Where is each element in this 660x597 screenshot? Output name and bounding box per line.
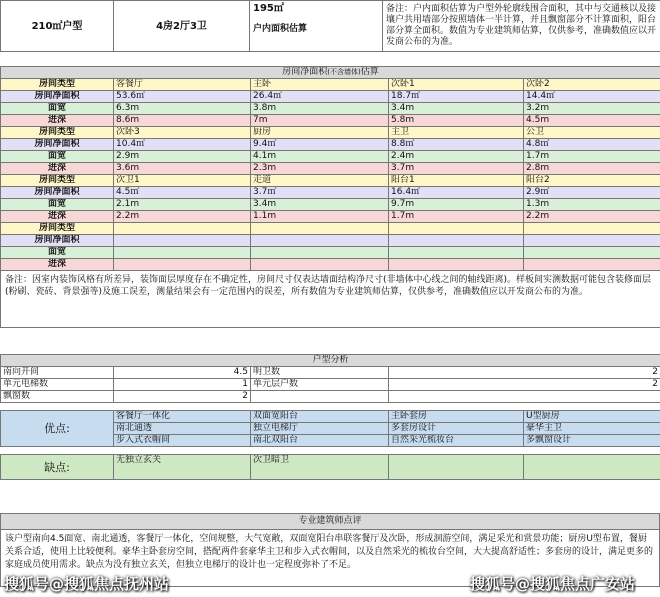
room-area-cell: 14.4㎡: [524, 91, 660, 103]
room-area-cell: 9.4㎡: [251, 139, 389, 151]
room-width-cell: 2.1m: [114, 199, 251, 211]
pros-item: U型厨房: [524, 411, 660, 423]
room-area-cell: 8.8㎡: [389, 139, 524, 151]
cons-row: [1, 455, 660, 480]
analysis-right-label: 单元层户数: [251, 379, 389, 391]
room-area-cell: 16.4㎡: [389, 187, 524, 199]
room-depth-cell: 1.1m: [251, 211, 389, 223]
room-depth-row: [1, 259, 660, 271]
analysis-right-value: 2: [389, 367, 660, 379]
cons-item: 次卫暗卫: [251, 455, 389, 480]
room-area-row: [1, 235, 660, 247]
pros-item: 双面宽阳台: [251, 411, 389, 423]
room-width-label: 面宽: [1, 103, 114, 115]
room-width-cell: 3.4m: [389, 103, 524, 115]
room-depth-cell: 2.2m: [114, 211, 251, 223]
room-area-cell: 10.4㎡: [114, 139, 251, 151]
room-type-row: [1, 79, 660, 91]
room-depth-cell: 2.8m: [524, 163, 660, 175]
room-type-cell: [114, 223, 251, 235]
pros-item: 豪华主卫: [524, 423, 660, 435]
pros-item: 步入式衣帽间: [114, 435, 251, 447]
rooms-title-main: 房间净面积: [282, 67, 328, 77]
room-width-cell: 1.7m: [524, 151, 660, 163]
rooms-note: 备注：因室内装饰风格有所差异，装饰面层厚度存在不确定性，房间尺寸仅表达墙面结构净尺寸(非墙体中心线之间的轴线距离)。样板间实测数据可能包含装修面层(粉刷、瓷砖、背景强等)及施工误差，测量结果会有一定范围内的误差，所有数值为专业建筑师估算，仅供参考，准确数值应以开发商公布的为准。: [1, 271, 660, 328]
room-depth-cell: [251, 259, 389, 271]
room-width-cell: [114, 247, 251, 259]
room-width-row: [1, 247, 660, 259]
room-depth-cell: 3.6m: [114, 163, 251, 175]
room-type-row: [1, 127, 660, 139]
analysis-spacer: [1, 403, 660, 411]
room-depth-cell: 3.7m: [389, 163, 524, 175]
analysis-right-value: [389, 391, 660, 403]
room-type-cell: 主卫: [389, 127, 524, 139]
room-type-label: 房间类型: [1, 127, 114, 139]
analysis-table: [0, 354, 660, 480]
room-type-row: [1, 223, 660, 235]
area-note: 备注：户内面积估算为户型外轮廓线围合面积，其中与交通核以及接壤户共用墙部分按照墙体一半计算，并且飘窗部分不计算面积，阳台部分算全面积。数值为专业建筑师估算，仅供参考，准确数值应以开发商公布的为准。: [383, 1, 660, 52]
room-width-cell: 1.3m: [524, 199, 660, 211]
room-depth-cell: 4.5m: [524, 115, 660, 127]
analysis-right-label: [251, 391, 389, 403]
room-width-cell: 6.3m: [114, 103, 251, 115]
room-depth-cell: 8.6m: [114, 115, 251, 127]
room-width-row: [1, 103, 660, 115]
pros-item: 自然采光梳妆台: [389, 435, 524, 447]
room-depth-cell: 7m: [251, 115, 389, 127]
room-depth-cell: 2.2m: [524, 211, 660, 223]
room-type-cell: 客餐厅: [114, 79, 251, 91]
room-width-label: 面宽: [1, 247, 114, 259]
pros-item: 独立电梯厅: [251, 423, 389, 435]
cons-item: 无独立玄关: [114, 455, 251, 480]
analysis-spacer: [1, 447, 660, 455]
room-type-cell: 次卫1: [114, 175, 251, 187]
room-depth-cell: 5.8m: [389, 115, 524, 127]
analysis-row: [1, 379, 660, 391]
analysis-left-value: 1: [114, 379, 251, 391]
room-area-cell: [251, 235, 389, 247]
room-width-cell: 2.4m: [389, 151, 524, 163]
pros-item: 南北通透: [114, 423, 251, 435]
room-depth-cell: 2.3m: [251, 163, 389, 175]
room-width-cell: 3.4m: [251, 199, 389, 211]
room-type-label: 房间类型: [1, 175, 114, 187]
rooms-table: [0, 66, 660, 328]
room-depth-label: 进深: [1, 115, 114, 127]
analysis-spacer-cell: [1, 447, 660, 455]
room-width-row: [1, 151, 660, 163]
area-estimate-value: 195㎡: [253, 3, 284, 14]
room-area-label: 房间净面积: [1, 139, 114, 151]
room-type-label: 房间类型: [1, 79, 114, 91]
room-type-cell: [524, 223, 660, 235]
room-width-label: 面宽: [1, 151, 114, 163]
room-width-cell: [251, 247, 389, 259]
analysis-row: [1, 391, 660, 403]
analysis-spacer-cell: [1, 403, 660, 411]
room-width-row: [1, 199, 660, 211]
room-depth-row: [1, 163, 660, 175]
analysis-row: [1, 367, 660, 379]
room-width-cell: 4.1m: [251, 151, 389, 163]
cons-item: [389, 455, 524, 480]
pros-item: 客餐厅一体化: [114, 411, 251, 423]
room-area-row: [1, 187, 660, 199]
room-area-cell: 4.8㎡: [524, 139, 660, 151]
rooms-title-small: (不含墙体): [327, 68, 361, 76]
header-table: [0, 0, 660, 52]
room-area-cell: [114, 235, 251, 247]
room-depth-label: 进深: [1, 211, 114, 223]
room-width-cell: 2.9m: [114, 151, 251, 163]
room-width-cell: [389, 247, 524, 259]
room-type-cell: [251, 223, 389, 235]
room-area-cell: 4.5㎡: [114, 187, 251, 199]
room-type-label: 房间类型: [1, 223, 114, 235]
room-width-cell: 3.2m: [524, 103, 660, 115]
area-estimate-caption: 户内面积估算: [253, 24, 308, 34]
room-area-cell: 2.9㎡: [524, 187, 660, 199]
rooms-title-end: 估算: [360, 67, 379, 77]
rooms-section-title: [1, 67, 660, 79]
analysis-right-value: 2: [389, 379, 660, 391]
watermark-left: 搜狐号@搜狐焦点抚州站: [4, 575, 170, 593]
room-type-cell: 走道: [251, 175, 389, 187]
unit-layout-label: 4房2厅3卫: [114, 1, 250, 52]
cons-item: [524, 455, 660, 480]
analysis-right-label: 明卫数: [251, 367, 389, 379]
room-area-label: 房间净面积: [1, 91, 114, 103]
room-width-cell: 3.8m: [251, 103, 389, 115]
room-type-cell: 次卧3: [114, 127, 251, 139]
room-area-label: 房间净面积: [1, 235, 114, 247]
room-type-cell: [389, 223, 524, 235]
room-width-label: 面宽: [1, 199, 114, 211]
room-depth-cell: 1.7m: [389, 211, 524, 223]
room-type-cell: 次卧1: [389, 79, 524, 91]
room-type-row: [1, 175, 660, 187]
room-depth-row: [1, 115, 660, 127]
analysis-left-label: 南向开间: [1, 367, 114, 379]
analysis-left-value: 4.5: [114, 367, 251, 379]
room-area-row: [1, 139, 660, 151]
review-text: 该户型南向4.5面宽、南北通透，客餐厅一体化，空间规整，大气宽敞，双面宽阳台串联客餐厅及次卧，形成洄游空间，满足采光和赏景功能；厨房U型布置，餐厨关系合适，使用上比较便利。豪华主卧套房空间，搭配两件套豪华主卫和步入式衣帽间，以及自然采光的梳妆台空间，大大提高舒适性；多套房的设计，满足更多的家庭成员使用需求。缺点为没有独立玄关，但独立电梯厅的设计也一定程度弥补了不足。: [1, 530, 660, 587]
room-area-cell: [389, 235, 524, 247]
room-depth-label: 进深: [1, 259, 114, 271]
room-width-cell: [524, 247, 660, 259]
room-area-cell: 53.6㎡: [114, 91, 251, 103]
room-area-label: 房间净面积: [1, 187, 114, 199]
room-type-cell: 阳台1: [389, 175, 524, 187]
room-depth-cell: [389, 259, 524, 271]
room-area-cell: [524, 235, 660, 247]
pros-item: 南北双阳台: [251, 435, 389, 447]
analysis-title: 户型分析: [1, 355, 660, 367]
room-width-cell: 9.7m: [389, 199, 524, 211]
room-type-cell: 阳台2: [524, 175, 660, 187]
pros-label: 优点:: [1, 411, 114, 447]
room-depth-row: [1, 211, 660, 223]
pros-row: [1, 411, 660, 423]
pros-item: 多飘窗设计: [524, 435, 660, 447]
cons-label: 缺点:: [1, 455, 114, 480]
room-depth-label: 进深: [1, 163, 114, 175]
watermark-right: 搜狐号@搜狐焦点广安站: [470, 575, 636, 593]
analysis-left-label: 飘窗数: [1, 391, 114, 403]
room-area-cell: 18.7㎡: [389, 91, 524, 103]
room-area-row: [1, 91, 660, 103]
pros-item: 多套房设计: [389, 423, 524, 435]
analysis-left-value: 2: [114, 391, 251, 403]
unit-area-label: 210㎡户型: [1, 1, 114, 52]
room-depth-cell: [114, 259, 251, 271]
room-type-cell: 次卧2: [524, 79, 660, 91]
analysis-left-label: 单元电梯数: [1, 379, 114, 391]
room-type-cell: 主卧: [251, 79, 389, 91]
room-area-cell: 3.7㎡: [251, 187, 389, 199]
pros-item: 主卧套房: [389, 411, 524, 423]
room-depth-cell: [524, 259, 660, 271]
room-type-cell: 公卫: [524, 127, 660, 139]
area-estimate-cell: [250, 1, 383, 52]
room-area-cell: 26.4㎡: [251, 91, 389, 103]
review-title: 专业建筑师点评: [1, 514, 660, 530]
room-type-cell: 厨房: [251, 127, 389, 139]
